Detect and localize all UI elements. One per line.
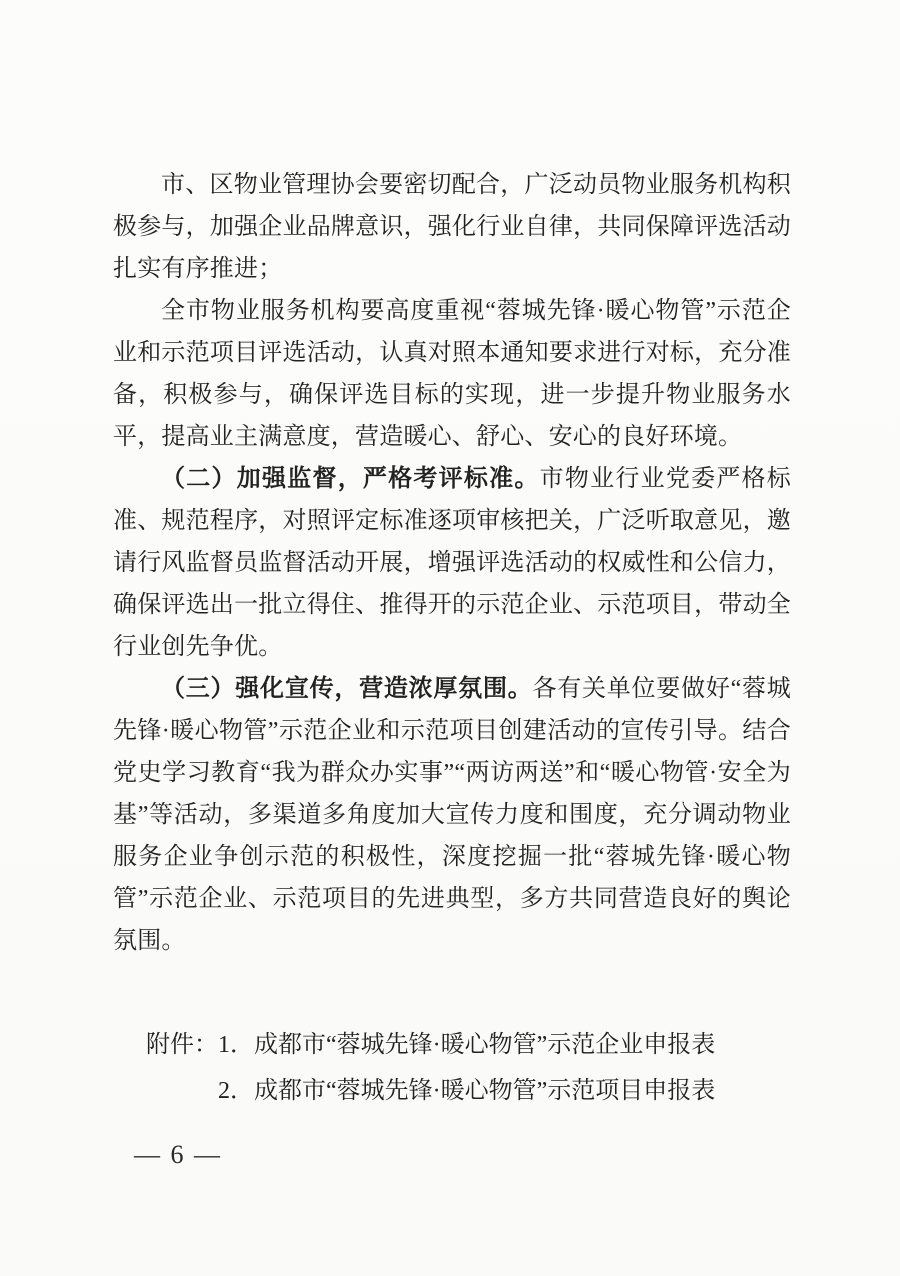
- paragraph-text: 市、区物业管理协会要密切配合，广泛动员物业服务机构积极参与，加强企业品牌意识，强化行业自律，共同保障评选活动扎实有序推进；: [113, 172, 791, 282]
- page-number: — 6 —: [134, 1140, 222, 1169]
- attachment-list: [113, 1022, 791, 1114]
- paragraph-lead-bold: （三）强化宣传，营造浓厚氛围。: [161, 676, 533, 702]
- paragraph-text: 全市物业服务机构要高度重视“蓉城先锋·暖心物管”示范企业和示范项目评选活动，认真对照本通知要求进行对标，充分准备，积极参与，确保评选目标的实现，进一步提升物业服务水平，提高业主满意度，营造暖心、舒心、安心的良好环境。: [113, 298, 791, 450]
- paragraph-lead-bold: （二）加强监督，严格考评标准。: [161, 466, 540, 492]
- attachment-item-2: [146, 1068, 791, 1114]
- paragraph-citywide-requirements: [113, 290, 791, 458]
- paragraph-text: 市物业行业党委严格标准、规范程序，对照评定标准逐项审核把关，广泛听取意见，邀请行风监督员监督活动开展，增强评选活动的权威性和公信力，确保评选出一批立得住、推得开的示范企业、示范项目，带动全行业创先争优。: [113, 466, 791, 660]
- paragraph-strengthen-publicity: [113, 668, 791, 962]
- paragraph-cooperation: [113, 164, 791, 290]
- attachment-item-1: [146, 1022, 791, 1068]
- attachment-item-text: 2．成都市“蓉城先锋·暖心物管”示范项目申报表: [218, 1078, 716, 1104]
- paragraph-text: 各有关单位要做好“蓉城先锋·暖心物管”示范企业和示范项目创建活动的宣传引导。结合党史学习教育“我为群众办实事”“两访两送”和“暖心物管·安全为基”等活动，多渠道多角度加大宣传力度和围度，充分调动物业服务企业争创示范的积极性，深度挖掘一批“蓉城先锋·暖心物管”示范企业、示范项目的先进典型，多方共同营造良好的舆论氛围。: [113, 676, 791, 954]
- document-body: [113, 164, 791, 1114]
- attachment-item-text: 1．成都市“蓉城先锋·暖心物管”示范企业申报表: [218, 1032, 716, 1058]
- attachment-label: 附件：: [146, 1032, 218, 1058]
- paragraph-strengthen-supervision: [113, 458, 791, 668]
